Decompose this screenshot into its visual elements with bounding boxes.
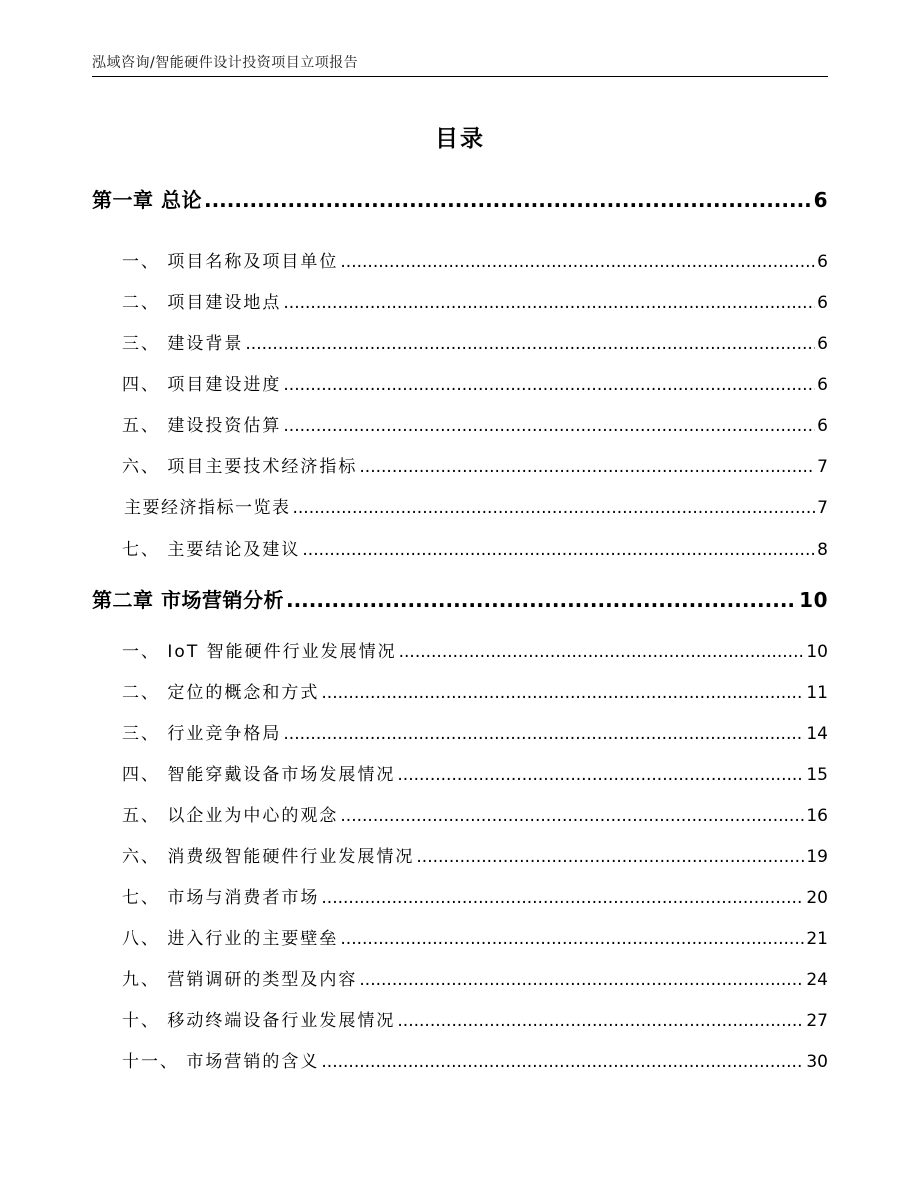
toc-entry-label: 七、 市场与消费者市场 — [122, 888, 320, 908]
dot-leader — [204, 188, 812, 212]
toc-entry-label: 十、 移动终端设备行业发展情况 — [122, 1011, 396, 1031]
toc-entry-page: 16 — [806, 806, 828, 826]
toc-entry-page: 6 — [817, 293, 828, 313]
dot-leader — [340, 806, 804, 826]
toc-entry-page: 19 — [806, 847, 828, 867]
toc-entry[interactable] — [122, 329, 828, 354]
toc-entry-page: 7 — [817, 457, 828, 477]
toc-entry-label: 一、 项目名称及项目单位 — [122, 252, 339, 272]
toc-entry-page: 10 — [806, 642, 828, 662]
toc-entry[interactable] — [122, 637, 828, 662]
dot-leader — [321, 683, 804, 703]
toc-entry-label: 四、 智能穿戴设备市场发展情况 — [122, 765, 396, 785]
dot-leader — [416, 847, 804, 867]
dot-leader — [283, 724, 804, 744]
toc-entry-label: 五、 以企业为中心的观念 — [122, 806, 339, 826]
toc-entry-label: 二、 定位的概念和方式 — [122, 683, 320, 703]
toc-entry-page: 8 — [817, 540, 828, 560]
dot-leader — [397, 1011, 804, 1031]
toc-entry-page: 21 — [806, 929, 828, 949]
dot-leader — [302, 540, 815, 560]
toc-entry-page: 11 — [806, 683, 828, 703]
toc-entry[interactable] — [122, 965, 828, 990]
dot-leader — [293, 498, 816, 518]
toc-entry-label: 六、 项目主要技术经济指标 — [122, 457, 358, 477]
toc-entry-label: 五、 建设投资估算 — [122, 416, 282, 436]
toc-entry[interactable] — [122, 370, 828, 395]
toc-entry-label: 七、 主要结论及建议 — [122, 540, 301, 560]
toc-entry[interactable] — [122, 924, 828, 949]
header-rule — [92, 76, 828, 77]
toc-entry[interactable] — [122, 719, 828, 744]
toc-entry[interactable] — [122, 247, 828, 272]
dot-leader — [245, 334, 815, 354]
toc-entry-label: 六、 消费级智能硬件行业发展情况 — [122, 847, 415, 867]
toc-entry-chapter-1[interactable] — [92, 184, 828, 213]
toc-entry-label: 四、 项目建设进度 — [122, 375, 282, 395]
dot-leader — [359, 970, 804, 990]
dot-leader — [397, 765, 804, 785]
toc-entry-page: 27 — [806, 1011, 828, 1031]
dot-leader — [283, 375, 815, 395]
toc-entry-label: 二、 项目建设地点 — [122, 293, 282, 313]
toc-entry[interactable] — [122, 411, 828, 436]
toc-entry-label: 十一、 市场营销的含义 — [122, 1052, 320, 1072]
toc-title: 目录 — [435, 126, 485, 152]
toc-entry[interactable] — [122, 1006, 828, 1031]
toc-entry-label: 主要经济指标一览表 — [124, 498, 291, 518]
toc-entry[interactable] — [122, 288, 828, 313]
toc-entry-page: 7 — [817, 498, 828, 518]
toc-entry[interactable] — [122, 801, 828, 826]
toc-entry[interactable] — [122, 452, 828, 477]
toc-entry-page: 20 — [806, 888, 828, 908]
dot-leader — [399, 642, 805, 662]
dot-leader — [283, 293, 815, 313]
toc-entry[interactable] — [122, 883, 828, 908]
toc-entry-page: 15 — [806, 765, 828, 785]
toc-entry-label: 三、 建设背景 — [122, 334, 244, 354]
toc-entry[interactable] — [122, 535, 828, 560]
toc-entry-label: 八、 进入行业的主要壁垒 — [122, 929, 339, 949]
toc-entry-label: 第二章 市场营销分析 — [92, 588, 284, 612]
dot-leader — [359, 457, 815, 477]
toc-entry-page: 6 — [817, 334, 828, 354]
toc-entry[interactable] — [122, 1047, 828, 1072]
dot-leader — [321, 1052, 804, 1072]
toc-entry-page: 24 — [806, 970, 828, 990]
toc-entry-page: 6 — [813, 188, 828, 212]
running-header: 泓域咨询/智能硬件设计投资项目立项报告 — [92, 55, 359, 71]
toc-entry[interactable] — [122, 842, 828, 867]
toc-entry-label: 第一章 总论 — [92, 188, 202, 212]
toc-entry-label: 九、 营销调研的类型及内容 — [122, 970, 358, 990]
dot-leader — [321, 888, 804, 908]
toc-entry-page: 10 — [799, 588, 828, 612]
toc-entry-label: 三、 行业竞争格局 — [122, 724, 282, 744]
toc-entry-page: 6 — [817, 416, 828, 436]
toc-entry-page: 6 — [817, 375, 828, 395]
toc-entry-page: 6 — [817, 252, 828, 272]
dot-leader — [340, 252, 815, 272]
toc-entry-label: 一、 IoT 智能硬件行业发展情况 — [122, 642, 397, 662]
toc-entry-chapter-2[interactable] — [92, 584, 828, 613]
toc-entry-page: 14 — [806, 724, 828, 744]
dot-leader — [286, 588, 797, 612]
dot-leader — [340, 929, 804, 949]
dot-leader — [283, 416, 815, 436]
toc-entry-page: 30 — [806, 1052, 828, 1072]
toc-entry[interactable] — [124, 493, 828, 518]
toc-entry[interactable] — [122, 678, 828, 703]
toc-entry[interactable] — [122, 760, 828, 785]
